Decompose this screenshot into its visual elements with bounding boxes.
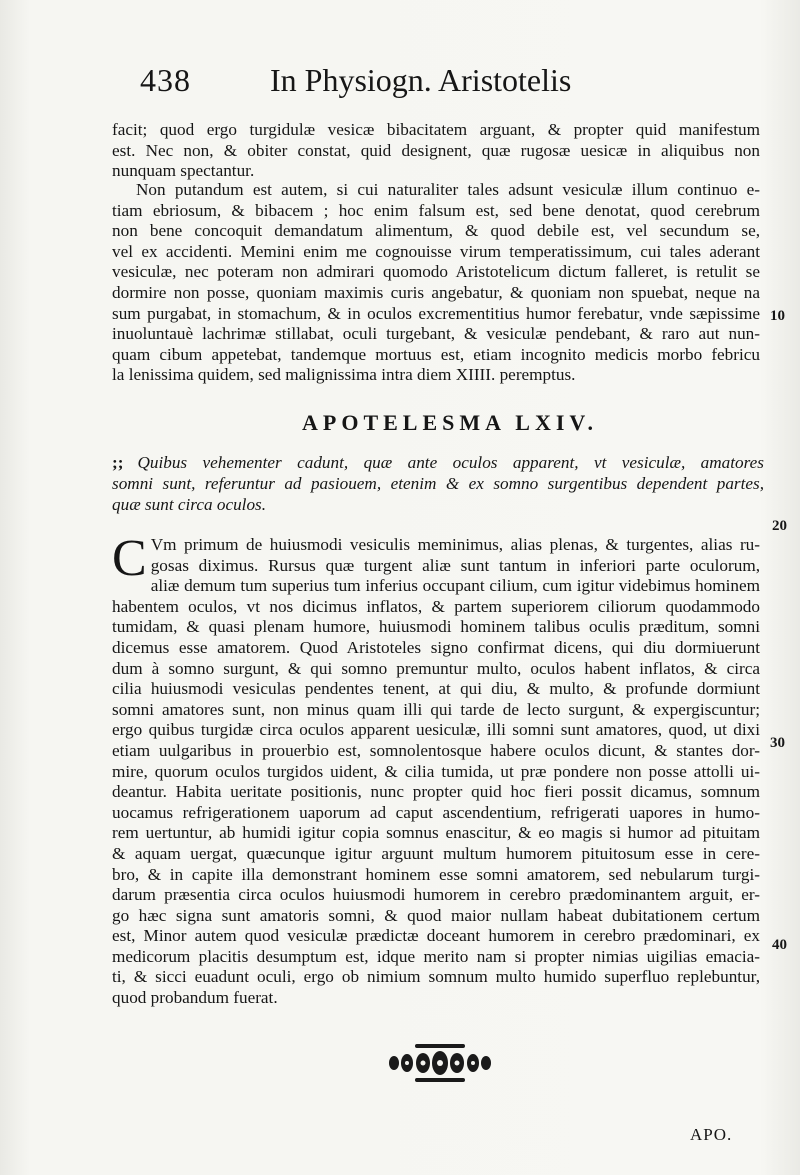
page-header bbox=[140, 62, 740, 102]
text-line: medicorum placitis desumptum est, idque merito nam si propter nimias uigilias emacia- bbox=[112, 946, 760, 966]
catchword: APO. bbox=[690, 1125, 733, 1144]
text-line: inuoluntauè lachrimæ stillabat, oculi turgebant, & vesiculæ pendebant, & raro aut nun- bbox=[112, 324, 760, 344]
text-line: tiam ebriosum, & bibacem ; hoc enim falsum est, sed bene denotat, quod cerebrum bbox=[112, 200, 760, 220]
paragraph-1 bbox=[112, 120, 760, 182]
text-line: nunquam spectantur. bbox=[112, 161, 255, 181]
text-line: non bene concoquit demandatum alimentum, & quod debile est, vel secundum se, bbox=[112, 221, 760, 241]
text-line: gosas diximus. Rursus quæ turgent aliæ sunt tantum in inferiori parte oculorum, bbox=[150, 555, 760, 575]
text-line: est. Nec non, & obiter constat, quid designent, quæ rugosæ uesicæ in aliquibus non bbox=[112, 140, 760, 160]
text-line: uocamus refrigerationem uaporum ad caput ascendentium, refrigerati uapores in humo- bbox=[112, 802, 760, 822]
text-line: mire, quorum oculos turgidos uident, & cilia tumida, ut præ pondere non posse attolli ui- bbox=[112, 761, 760, 781]
text-line: dicemus esse amatorem. Quod Aristoteles signo confirmat dicens, qui diu dormiuerunt bbox=[112, 637, 760, 657]
text-line: somni amatores sunt, non minus quam illi qui tarde de lecto surgunt, & expergiscuntur; bbox=[112, 699, 760, 719]
printers-ornament-icon bbox=[385, 1040, 495, 1086]
lemma-line: somni sunt, referuntur ad pasiouem, etenim & ex somno surgentibus dependent partes, bbox=[112, 474, 764, 493]
section-heading: APOTELESMA LXIV. bbox=[302, 410, 598, 435]
page-number: 438 bbox=[140, 62, 191, 98]
text-line: Vm primum de huiusmodi vesiculis meminimus, alias plenas, & turgentes, alias ru- bbox=[150, 535, 760, 554]
text-line: quam cibum appetebat, tandemque mortuus est, etiam incognito medicis morbo febricu bbox=[112, 344, 760, 364]
text-line: bro, & in capite illa demonstrant hominem esse somni amatorem, sed nebularum turgi- bbox=[112, 864, 760, 884]
text-line: quod probandum fuerat. bbox=[112, 988, 278, 1008]
text-line: go hæc signa sunt amatoris somni, & quod maior nullam habeat dubitationem certum bbox=[112, 905, 760, 925]
text-line: habentem oculos, vt nos dicimus inflatos, & partem superiorem ciliorum quodammodo bbox=[112, 596, 760, 616]
text-line: la lenissima quidem, sed malignissima intra diem XIIII. peremptus. bbox=[112, 365, 576, 385]
text-line: darum præsentia circa oculos huiusmodi humorem in cerebro prædominantem arguit, er- bbox=[112, 885, 760, 905]
text-line: dum à somno surgunt, & qui somno premuntur multo, oculos habent inflatos, & circa bbox=[112, 658, 760, 678]
text-line: est, Minor autem quod vesiculæ prædictæ doceant humorem in cerebro prædominari, ex bbox=[112, 926, 760, 946]
drop-cap: C bbox=[112, 530, 147, 587]
text-line: tumidam, & quasi plenam humore, huiusmodi hominem talibus oculis præditum, somni bbox=[112, 617, 760, 637]
text-line: ti, & sicci euadunt oculi, ergo ob nimium somnum multo humido superfluo replebuntur, bbox=[112, 967, 760, 987]
text-line: vesiculæ, nec poteram non admirari quomodo Aristotelicum dictum falleret, is retulit se bbox=[112, 262, 760, 282]
text-line: aliæ demum tum superius tum inferius occupant cilium, cum igitur videbimus hominem bbox=[150, 576, 760, 596]
text-line: Non putandum est autem, si cui naturaliter tales adsunt vesiculæ illum continuo e- bbox=[136, 180, 760, 199]
lemma-line: quæ sunt circa oculos. bbox=[112, 495, 267, 514]
margin-line-number: 40 bbox=[772, 937, 787, 953]
text-line: cilia huiusmodi vesiculas pendentes tenent, at qui diu, & multo, & profunde dormiunt bbox=[112, 679, 760, 699]
text-line: dormire non posse, quoniam maximis curis angebatur, & quoniam non spuebat, neque na bbox=[112, 282, 760, 302]
lemma-line-text: Quibus vehementer cadunt, quæ ante oculos apparent, vt vesiculæ, amatores bbox=[137, 453, 764, 472]
text-line: facit; quod ergo turgidulæ vesicæ bibacitatem arguant, & propter quid manifestum bbox=[112, 120, 760, 139]
text-line: & aquam uergat, quæcunque igitur arguunt multum humorem pituitosum esse in cere- bbox=[112, 843, 760, 863]
margin-line-number: 20 bbox=[772, 518, 787, 534]
text-line: sum purgabat, in stomachum, & in oculos excrementitius humor ferebatur, vnde sæpissime bbox=[112, 303, 760, 323]
text-line: vel ex accidenti. Memini enim me cognouisse virum temperatissimum, cui tales aderant bbox=[112, 241, 760, 261]
lemma-text bbox=[112, 452, 764, 515]
margin-line-number: 10 bbox=[770, 308, 785, 324]
lemma-line bbox=[112, 452, 764, 473]
paragraph-2 bbox=[112, 180, 760, 386]
text-line: etiam uulgaribus in prouerbio est, somnolentosque habere oculos dicunt, & stantes dor- bbox=[112, 740, 760, 760]
text-line: rem uertuntur, ab humidi igitur copia somnus enascitur, & eo magis si humor ad pituitam bbox=[112, 823, 760, 843]
lemma-mark: ;; bbox=[112, 453, 124, 472]
text-line: deantur. Habita ueritate positionis, nunc propter quid hoc fieri possit dicamus, somnum bbox=[112, 782, 760, 802]
text-line: ergo quibus turgidæ circa oculos apparent uesiculæ, illi somni sunt amatores, quod, ut dixi bbox=[112, 720, 760, 740]
margin-line-number: 30 bbox=[770, 735, 785, 751]
commentary bbox=[112, 530, 760, 1009]
running-title: In Physiogn. Aristotelis bbox=[270, 62, 572, 98]
